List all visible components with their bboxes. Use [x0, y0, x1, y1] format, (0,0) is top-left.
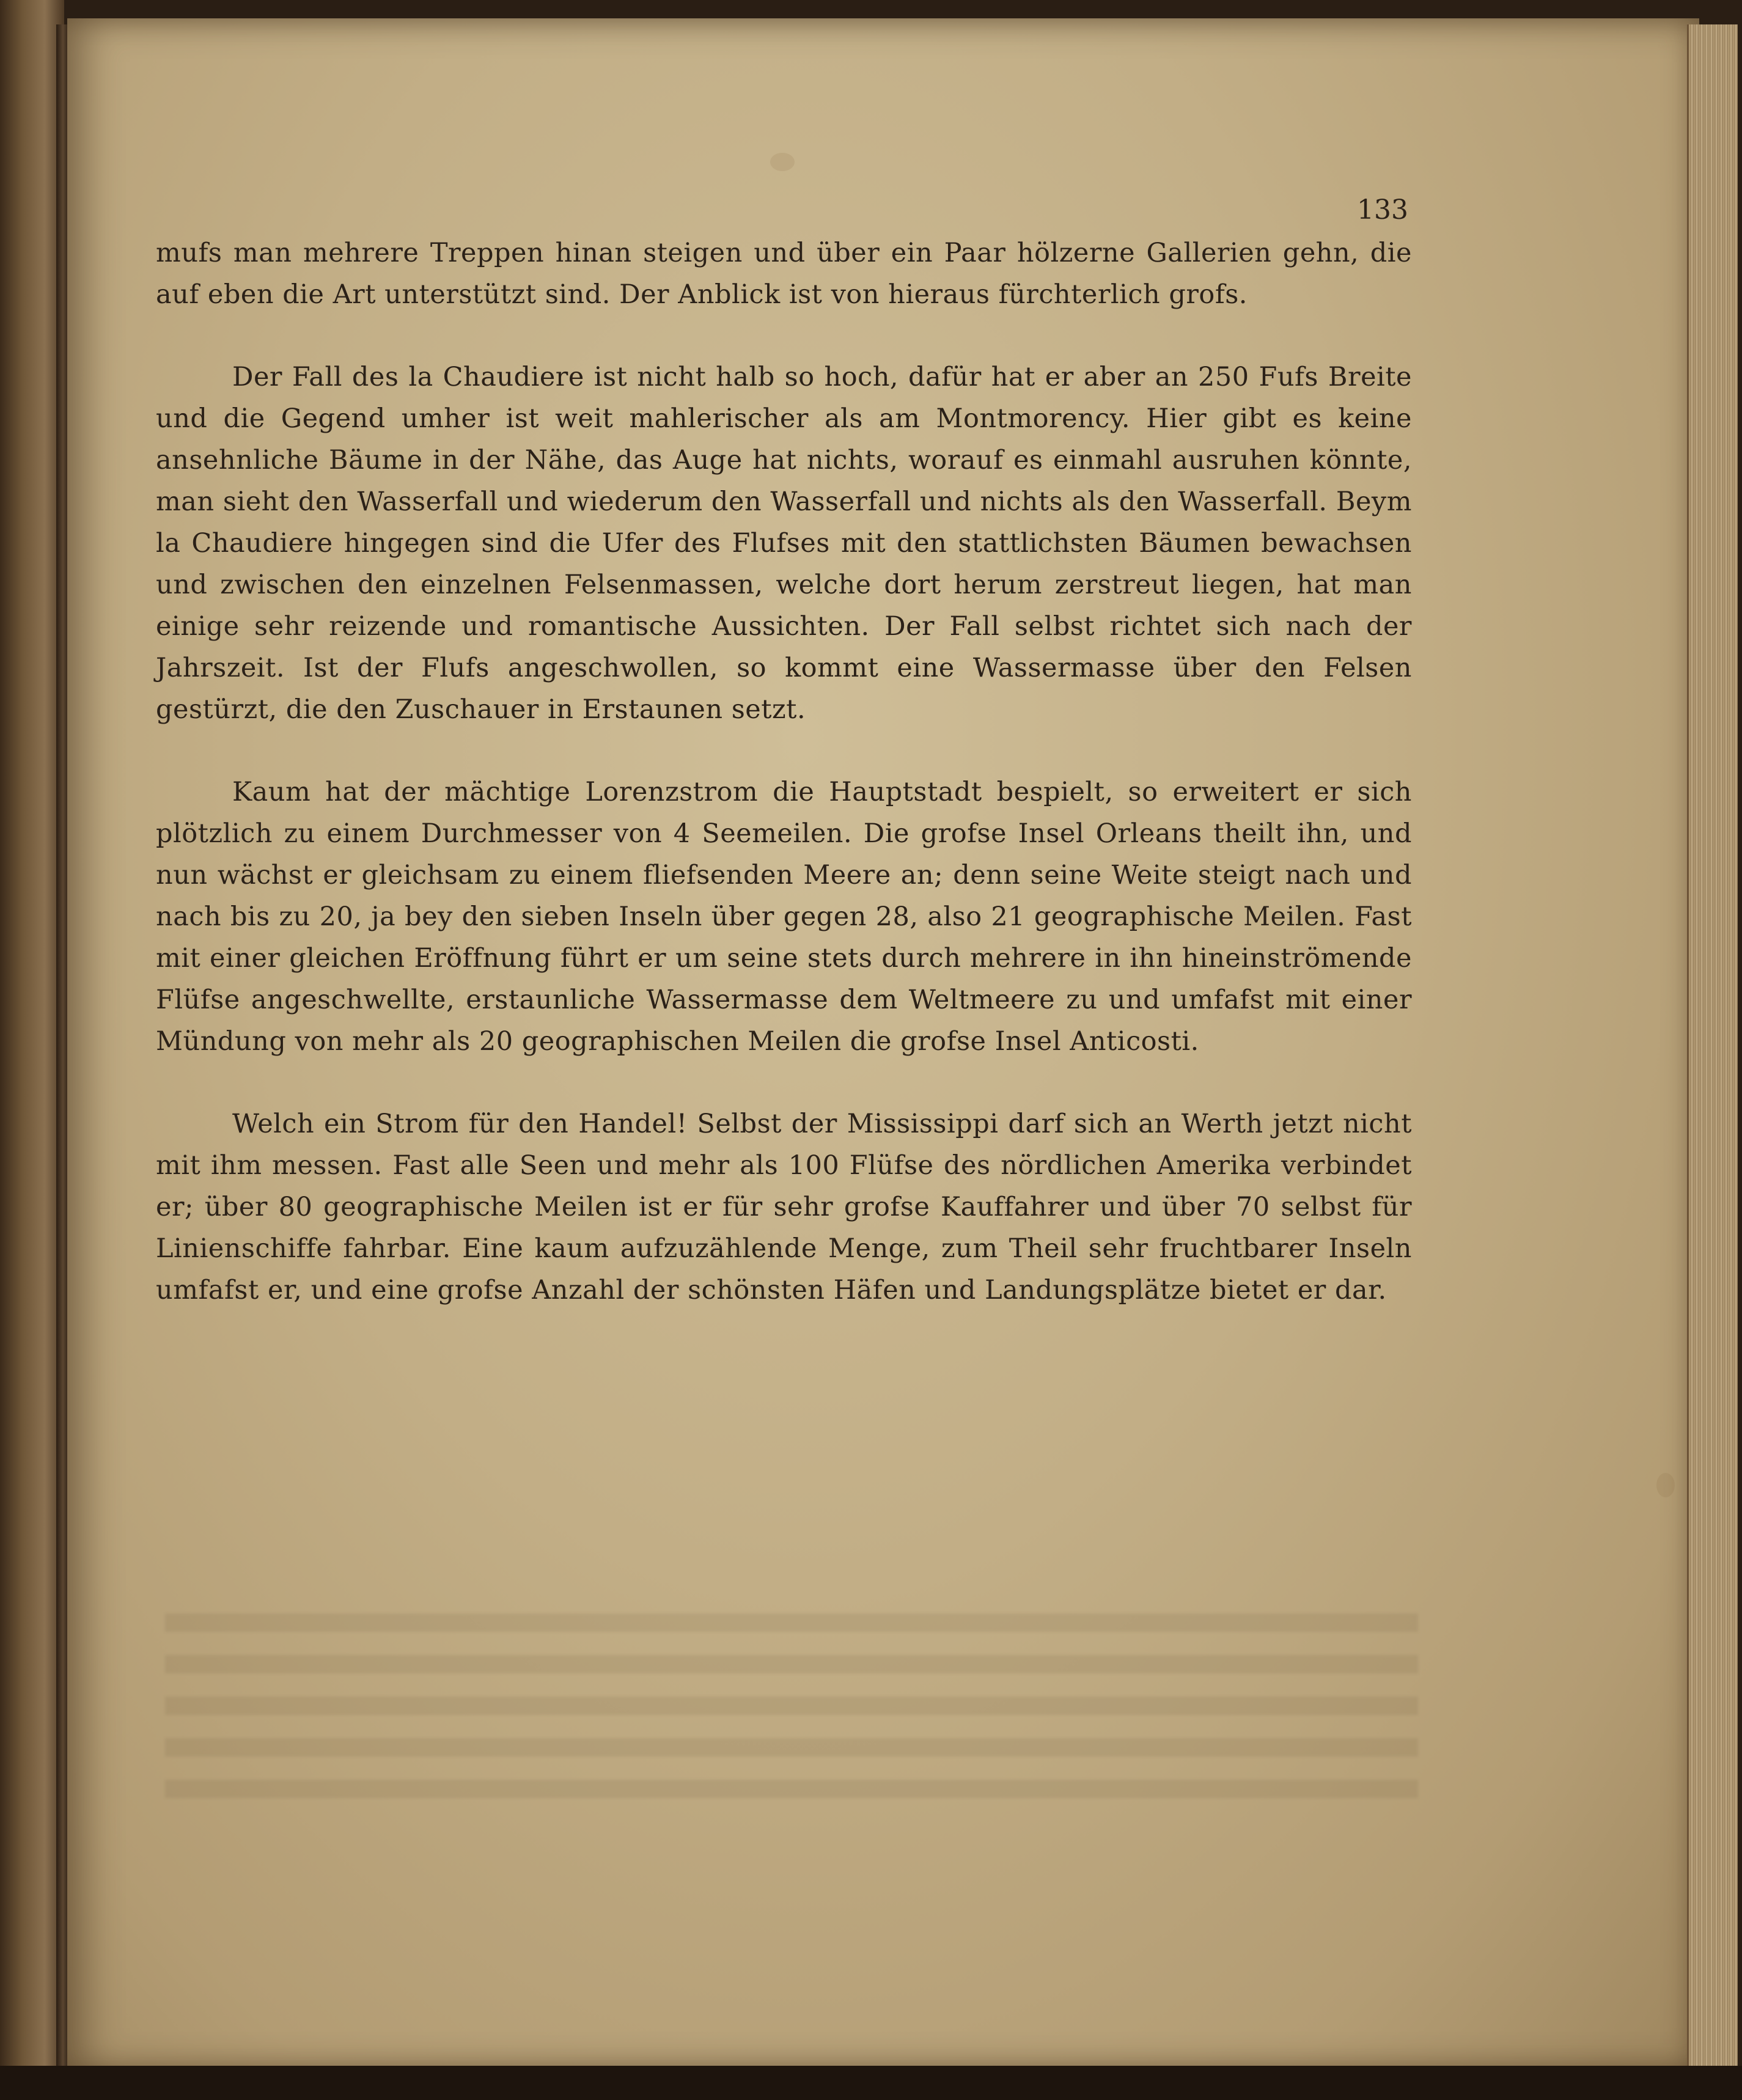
paragraph-2: Der Fall des la Chaudiere ist nicht halb so hoch, dafür hat er aber an 250 Fufs Breite und die Gegend umher ist weit mahlerischer als am Montmorency. Hier gibt es keine ansehnliche Bäume in der Nähe, das Auge hat nichts, worauf es einmahl ausruhen könnte, man sieht den Wasserfall und wiederum den Wasserfall und nichts als den Wasserfall. Beym la Chaudiere hingegen sind die Ufer des Flufses mit den stattlichsten Bäumen bewachsen und zwischen den einzelnen Felsenmassen, welche dort herum zerstreut liegen, hat man einige sehr reizende und romantische Aussichten. Der Fall selbst richtet sich nach der Jahrszeit. Ist der Flufs angeschwollen, so kommt eine Wassermasse über den Felsen gestürzt, die den Zuschauer in Erstaunen setzt. — [156, 362, 1412, 725]
bottom-shadow — [0, 2066, 1742, 2100]
left-page-edge — [0, 0, 64, 2100]
page-number: 133 — [1357, 194, 1408, 226]
ink-spot — [770, 153, 795, 171]
show-through-text — [165, 1614, 1418, 1809]
paragraph-3: Kaum hat der mächtige Lorenzstrom die Hauptstadt bespielt, so erweitert er sich plötzlich zu einem Durchmesser von 4 Seemeilen. Die grofse Insel Orleans theilt ihn, und nun wächst er gleichsam zu einem fliefsenden Meere an; denn seine Weite steigt nach und nach bis zu 20, ja bey den sieben Inseln über gegen 28, also 21 geographische Meilen. Fast mit einer gleichen Eröffnung führt er um seine stets durch mehrere in ihn hineinströmende Flüfse angeschwellte, erstaunliche Wassermasse dem Weltmeere zu und umfafst mit einer Mündung von mehr als 20 geographischen Meilen die grofse Insel Anticosti. — [156, 777, 1412, 1057]
ink-spot — [1656, 1473, 1675, 1497]
paragraph-4: Welch ein Strom für den Handel! Selbst der Mississippi darf sich an Werth jetzt nicht mit ihm messen. Fast alle Seen und mehr als 100 Flüfse des nördlichen Amerika verbindet er; über 80 geographische Meilen ist er für sehr grofse Kauffahrer und über 70 selbst für Linienschiffe fahrbar. Eine kaum aufzuzählende Menge, zum Theil sehr fruchtbarer Inseln umfafst er, und eine grofse Anzahl der schönsten Häfen und Landungsplätze bietet er dar. — [156, 1109, 1412, 1305]
page-edges — [1687, 24, 1738, 2072]
paragraph-1: mufs man mehrere Treppen hinan steigen und über ein Paar hölzerne Gallerien gehn, die auf eben die Art unterstützt sind. Der Anblick ist von hieraus fürchterlich grofs. — [156, 238, 1412, 310]
body-text — [156, 232, 1412, 1352]
